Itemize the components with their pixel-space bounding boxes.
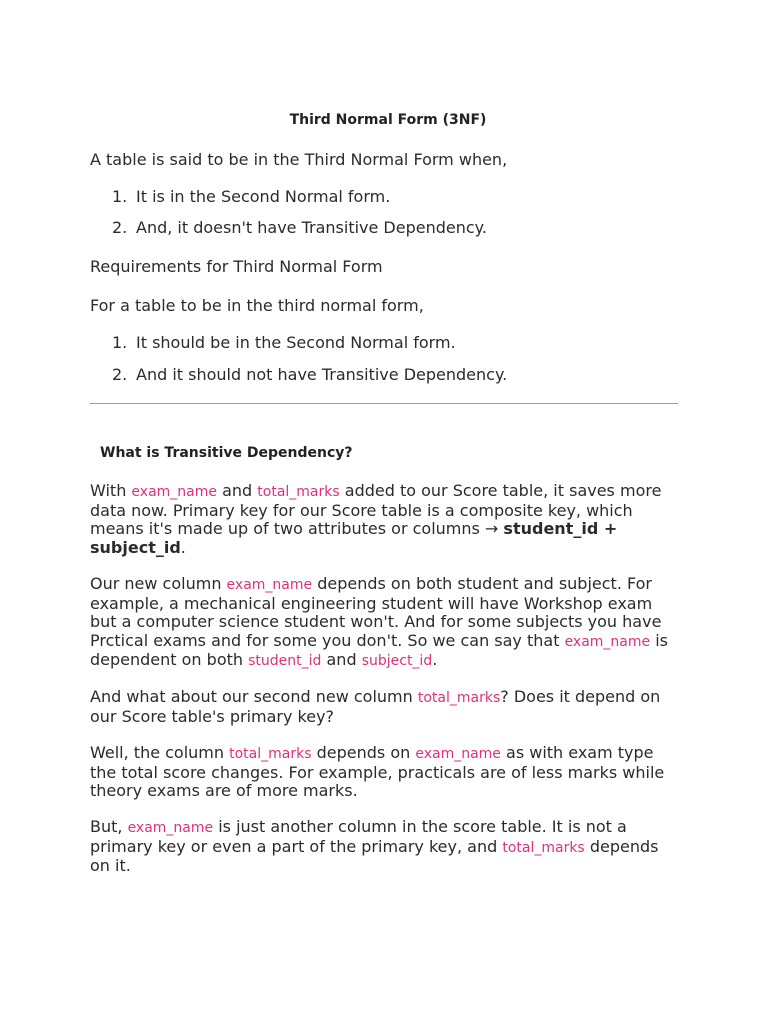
text-span: Our new column (90, 574, 227, 593)
paragraph-2 (90, 575, 680, 671)
intro-text: A table is said to be in the Third Normal Form when, (90, 150, 508, 169)
text-span: Well, the column (90, 743, 230, 762)
paragraph-1 (90, 482, 680, 557)
list-item (112, 333, 456, 352)
paragraph-3 (90, 688, 680, 726)
horizontal-divider (90, 403, 678, 404)
paragraph-4 (90, 744, 680, 801)
text-span: added to our Score table, it saves more data now. Primary key for our Score table is a composite key, which means it's made up of two attributes or columns → (90, 481, 662, 539)
code-exam-name: exam_name (415, 746, 501, 762)
list-item (112, 218, 487, 237)
requirements-heading: Requirements for Third Normal Form (90, 257, 383, 276)
text-span: depends on it. (90, 836, 659, 876)
code-exam-name: exam_name (127, 820, 214, 836)
list-item-text: And, it doesn't have Transitive Dependency. (136, 218, 487, 237)
text-span: And what about our second new column (90, 687, 418, 706)
text-span: and (321, 650, 362, 670)
code-subject-id: subject_id (361, 653, 433, 670)
list-item-text: It should be in the Second Normal form. (136, 333, 456, 352)
text-span: . (432, 650, 438, 670)
page-title: Third Normal Form (3NF) (289, 112, 487, 128)
list-number: 2. (112, 365, 128, 384)
code-exam-name: exam_name (131, 484, 217, 500)
list-number: 1. (112, 333, 128, 352)
text-span: With (90, 481, 132, 500)
code-total-marks: total_marks (417, 690, 501, 706)
requirements-intro: For a table to be in the third normal form, (90, 296, 424, 315)
list-item-text: And it should not have Transitive Dependency. (136, 365, 508, 384)
list-number: 2. (112, 218, 128, 237)
text-span: and (217, 481, 258, 500)
text-span: is just another column in the score table. It is not a primary key or even a part of the primary key, and (90, 817, 627, 856)
code-total-marks: total_marks (257, 484, 340, 500)
list-number: 1. (112, 187, 128, 206)
code-student-id: student_id (248, 653, 322, 670)
text-span: depends on both student and subject. For example, a mechanical engineering student will have Workshop exam but a computer science student won't. And for some subjects you have Prctical exams and for some you don't. So we can say that (90, 574, 662, 650)
code-exam-name: exam_name (226, 577, 313, 593)
text-span: ? Does it depend on our Score table's primary key? (90, 687, 661, 726)
text-span: But, (90, 817, 128, 836)
text-span: depends on (311, 743, 416, 762)
list-item-text: It is in the Second Normal form. (136, 187, 391, 206)
code-total-marks: total_marks (502, 839, 585, 856)
paragraph-5 (90, 818, 680, 876)
text-span: is dependent on both (90, 630, 669, 670)
section-heading: What is Transitive Dependency? (100, 445, 353, 461)
text-span: as with exam type the total score changes. For example, practicals are of less marks while theory exams are of more marks. (90, 743, 665, 801)
text-span: . (180, 537, 186, 557)
list-item (112, 187, 390, 206)
list-item (112, 365, 507, 384)
code-total-marks: total_marks (229, 746, 312, 762)
code-exam-name: exam_name (564, 633, 651, 650)
primary-key-bold: student_id + subject_id (90, 519, 618, 557)
